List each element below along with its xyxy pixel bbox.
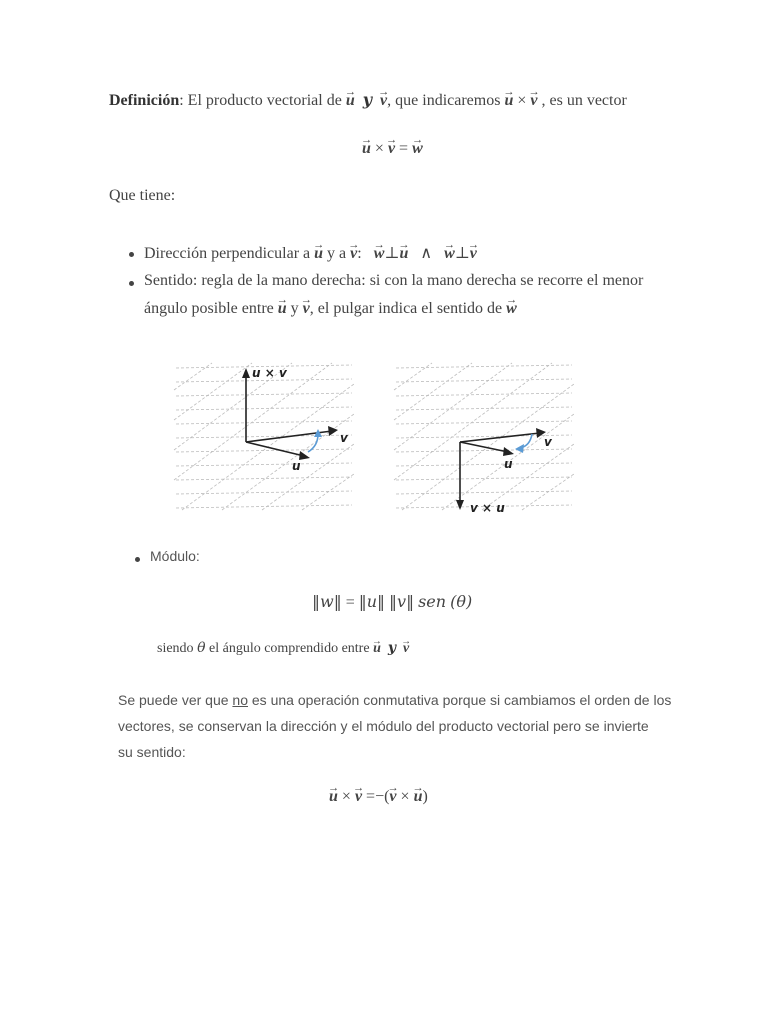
perp-symbol: ⊥ [384, 245, 400, 262]
label-u-cross-v: u × v [252, 366, 287, 380]
paragraph-text-1a: Se puede ver que [118, 692, 229, 708]
bullet-modulo: Módulo: [150, 548, 200, 564]
equals-symbol: = [345, 594, 355, 611]
label-v: v [340, 431, 348, 445]
conj-y: y [362, 90, 373, 109]
formula-modulo [312, 592, 472, 612]
vector-u: → u [414, 788, 423, 806]
and-symbol: ∧ [420, 245, 433, 262]
sen-function: sen [418, 592, 447, 611]
arrowhead-v [328, 426, 338, 436]
direccion-text-2: y a [327, 245, 347, 262]
vector-u-line [246, 442, 304, 456]
vector-v: → v [530, 92, 537, 110]
definition-line [109, 90, 627, 110]
figure-v-cross-u [392, 360, 582, 520]
arrowhead-down [456, 500, 464, 510]
times-symbol: × [400, 788, 410, 805]
sentido-text-2: , el pulgar indica el sentido de [309, 300, 503, 317]
label-u: u [292, 459, 301, 473]
figure-u-cross-v [172, 360, 362, 520]
vector-u: → u [278, 300, 287, 318]
vector-u: → u [346, 92, 355, 110]
paragraph-line-1 [118, 692, 671, 708]
label-v-cross-u: v × u [470, 501, 505, 515]
arrowhead-u [503, 447, 514, 456]
definition-text-3: , es un vector [541, 92, 627, 109]
vector-u: → u [362, 140, 371, 158]
siendo-line [157, 640, 409, 657]
vector-u: → u [504, 92, 513, 110]
paragraph-line-3: su sentido: [118, 744, 186, 760]
sentido-text-1: ángulo posible entre [144, 300, 274, 317]
definition-text-2: , que indicaremos [387, 92, 501, 109]
times-symbol: × [517, 92, 527, 109]
vector-v: → v [350, 245, 357, 263]
theta-arg: (θ) [450, 592, 473, 611]
vector-w: → w [444, 245, 455, 263]
times-symbol: × [374, 140, 384, 157]
rotation-arrowhead [515, 444, 524, 453]
vector-v: → v [470, 245, 477, 263]
equals-symbol: = [399, 140, 409, 157]
formula-main [362, 140, 423, 158]
vector-u: → u [373, 641, 381, 657]
norm-v: ‖v‖ [389, 592, 415, 611]
bullet-direccion [144, 243, 477, 263]
sentido-line-1: Sentido: regla de la mano derecha: si con la mano derecha se recorre el menor [144, 272, 644, 289]
label-u: u [504, 457, 513, 471]
vector-w: → w [374, 245, 385, 263]
paragraph-no: no [232, 692, 248, 708]
definition-text-1: : El producto vectorial de [179, 92, 342, 109]
formula-final: → u × → v =−(→ v × → u) [329, 788, 428, 806]
vector-u: → u [329, 788, 338, 806]
sentido-y: y [290, 300, 299, 317]
norm-u: ‖u‖ [358, 592, 386, 611]
vector-v: → v [403, 641, 409, 657]
vector-v: → v [389, 788, 396, 806]
vector-w: → w [506, 300, 517, 318]
paragraph-text-1b: es una operación conmutativa porque si cambiamos el orden de los [251, 692, 672, 708]
perspective-grid [174, 363, 354, 510]
siendo-text-1: siendo [157, 641, 194, 656]
equals-minus: =− [366, 788, 385, 805]
vector-v-line [460, 433, 540, 442]
bullet-sentido [144, 272, 643, 290]
definition-label: Definición [109, 92, 180, 109]
times-symbol: × [341, 788, 351, 805]
sentido-line-2 [144, 300, 517, 318]
conj-y: y [387, 640, 396, 656]
vector-u: → u [399, 245, 408, 263]
vector-v: → v [355, 788, 362, 806]
colon: : [357, 245, 362, 262]
vector-v: → v [380, 92, 387, 110]
perp-symbol: ⊥ [454, 245, 470, 262]
paragraph-line-2: vectores, se conservan la dirección y el módulo del producto vectorial pero se invierte [118, 718, 649, 734]
vector-v: → v [388, 140, 395, 158]
vector-w: → w [412, 140, 423, 158]
theta-symbol: θ [197, 640, 206, 656]
vector-v: → v [303, 300, 310, 318]
que-tiene-text: Que tiene: [109, 187, 176, 204]
direccion-text-1: Dirección perpendicular a [144, 245, 311, 262]
vector-u: → u [314, 245, 323, 263]
norm-w: ‖w‖ [312, 592, 342, 611]
label-v: v [544, 435, 552, 449]
siendo-text-2: el ángulo comprendido entre [209, 641, 370, 656]
